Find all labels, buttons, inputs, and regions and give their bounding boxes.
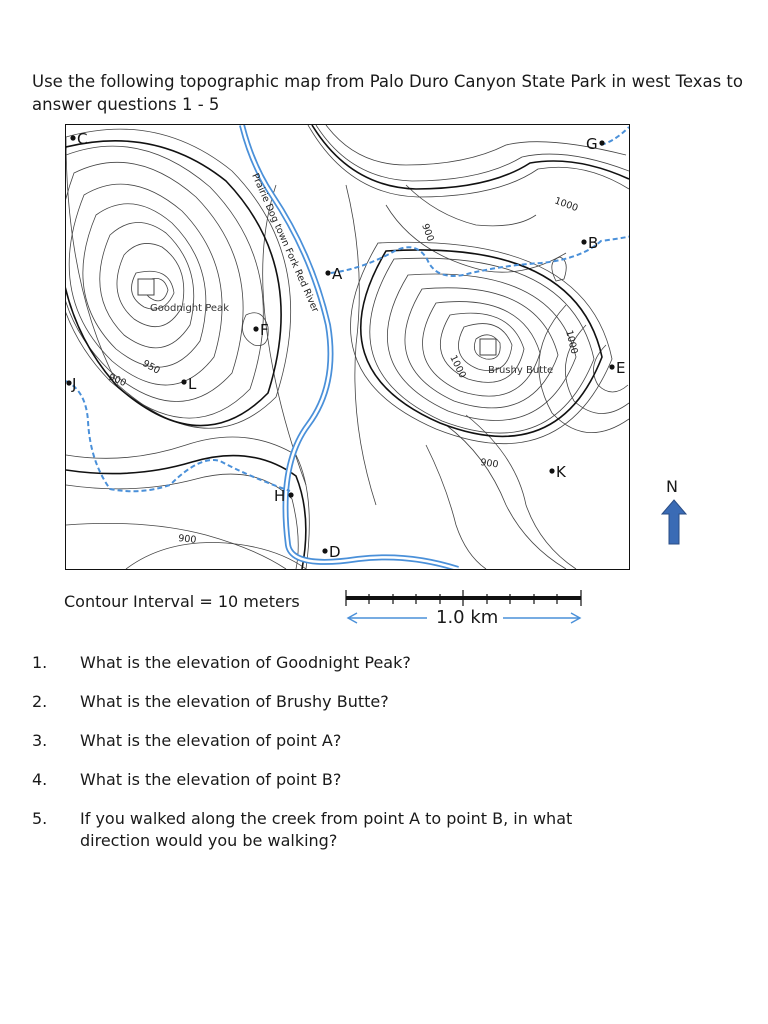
- north-label: N: [666, 477, 678, 496]
- point-a-dot: [325, 270, 330, 275]
- goodnight-summit-marker: [138, 279, 154, 295]
- contour-label-950: 950: [140, 358, 162, 377]
- point-a-label: A: [332, 265, 343, 283]
- intro-text: Use the following topographic map from Palo Duro Canyon State Park in west Texas to answer questions 1 - 5: [32, 72, 743, 114]
- question-number: 5.: [32, 809, 48, 828]
- question-item: [32, 769, 732, 791]
- scale-label: 1.0 km: [432, 607, 502, 628]
- point-j-dot: [66, 380, 71, 385]
- question-item: [32, 730, 732, 752]
- contour-lines: [66, 125, 629, 569]
- point-h-label: H: [274, 487, 286, 505]
- point-c-dot: [70, 135, 75, 140]
- point-k-dot: [549, 468, 554, 473]
- goodnight-peak-label: Goodnight Peak: [150, 303, 229, 314]
- contour-label-900-top: 900: [419, 222, 436, 244]
- question-text: What is the elevation of point A?: [80, 731, 342, 750]
- point-b-dot: [581, 239, 586, 244]
- point-f-label: F: [260, 321, 269, 339]
- question-number: 4.: [32, 770, 48, 789]
- question-number: 1.: [32, 653, 48, 672]
- point-c-label: C: [77, 130, 88, 148]
- topographic-map: [65, 124, 630, 570]
- contour-label-1000-top: 1000: [552, 195, 580, 215]
- contour-label-1000-butte: 1000: [447, 353, 468, 381]
- contour-label-900-bottom: 900: [177, 533, 197, 546]
- brushy-summit-marker: [480, 339, 496, 355]
- question-text: If you walked along the creek from point A to point B, in what direction would you be walking?: [80, 809, 573, 850]
- contour-label-900-left: 900: [106, 371, 128, 390]
- question-item: [32, 691, 732, 713]
- north-arrow-icon: [659, 476, 689, 546]
- contour-label-1000-right: 1000: [563, 329, 580, 356]
- point-l-dot: [181, 379, 186, 384]
- point-g-dot: [599, 140, 604, 145]
- map-canvas: [66, 125, 629, 569]
- point-h-dot: [288, 492, 293, 497]
- point-e-dot: [609, 364, 614, 369]
- question-text: What is the elevation of Brushy Butte?: [80, 692, 389, 711]
- question-number: 2.: [32, 692, 48, 711]
- point-e-label: E: [616, 359, 626, 377]
- point-l-label: L: [188, 375, 197, 393]
- question-item: [32, 808, 732, 852]
- brushy-butte-label: Brushy Butte: [488, 365, 554, 376]
- point-j-label: J: [72, 375, 77, 393]
- river-label: Prairie Dog town Fork Red River: [249, 171, 321, 315]
- point-k-label: K: [556, 463, 566, 481]
- contour-label-900-k: 900: [479, 457, 500, 471]
- point-d-label: D: [329, 543, 341, 561]
- point-d-dot: [322, 548, 327, 553]
- contour-interval-text: Contour Interval = 10 meters: [64, 592, 300, 611]
- question-text: What is the elevation of Goodnight Peak?: [80, 653, 411, 672]
- point-f-dot: [253, 326, 258, 331]
- creek-g: [601, 127, 629, 145]
- question-text: What is the elevation of point B?: [80, 770, 342, 789]
- point-g-label: G: [586, 135, 598, 153]
- creek-j-to-h: [66, 381, 290, 491]
- question-number: 3.: [32, 731, 48, 750]
- question-item: [32, 652, 732, 674]
- question-list: [32, 652, 732, 869]
- point-b-label: B: [588, 234, 599, 252]
